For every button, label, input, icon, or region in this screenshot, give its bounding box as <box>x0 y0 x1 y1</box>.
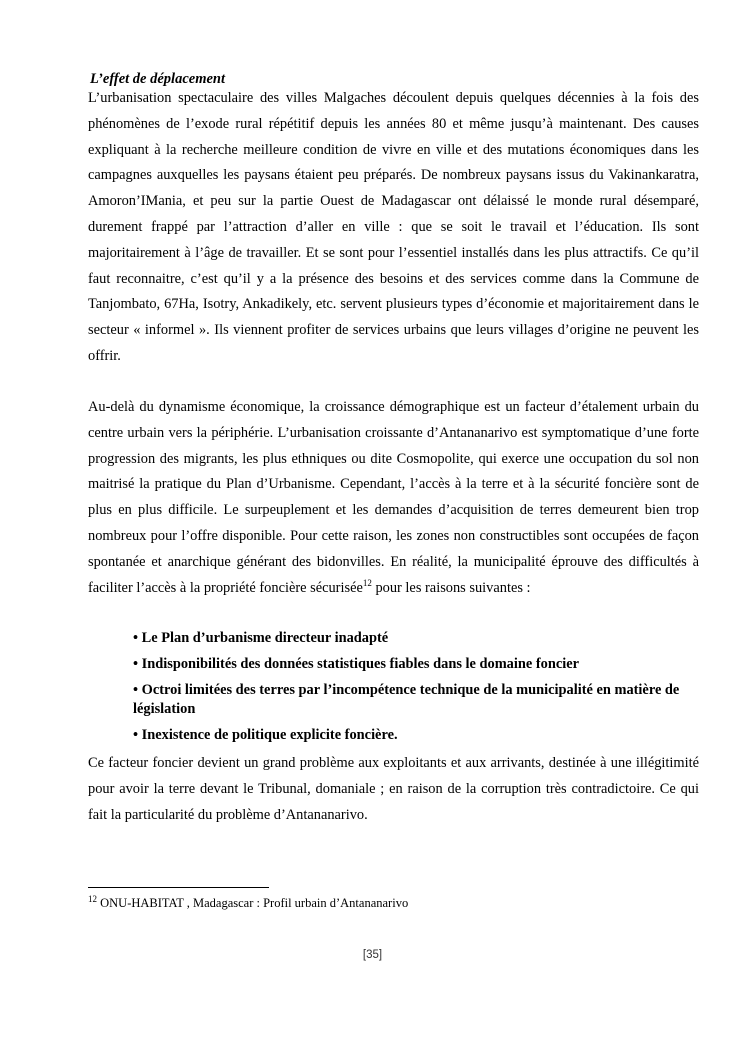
paragraph-exode-rural: L’urbanisation spectaculaire des villes Malgaches découlent depuis quelques décennies à la fois des phénomènes de l’exode rural répétitif depuis les années 80 et même jusqu’à maintenant. Des causes expliquant à la recherche meilleure condition de vivre en ville et des mutations économiques dans les campagnes auxquelles les paysans étaient peu préparés. De nombreux paysans issus du Vakinankaratra, Amoron’IMania, et peu sur la partie Ouest de Madagascar ont délaissé le monde rural désemparé, durement frappé par l’attraction d’aller en ville : que se soit le travail et l’éducation. Ils sont majoritairement à l’âge de travailler. Et se sont pour l’essentiel installés dans les plus attractifs. Ce qu’il faut reconnaitre, c’est qu’il y a la présence des besoins et des services comme dans la Commune de Tanjombato, 67Ha, Isotry, Ankadikely, etc. servent plusieurs types d’économie et majoritairement dans le secteur « informel ». Ils viennent profiter de services urbains que leurs villages d’origine ne peuvent les offrir. <box>88 90 699 364</box>
footnote-text: ONU-HABITAT , Madagascar : Profil urbain d’Antananarivo <box>97 896 409 910</box>
list-item: • Octroi limitées des terres par l’incompétence technique de la municipalité en matière de législation <box>133 682 680 717</box>
list-item: • Indisponibilités des données statistiques fiables dans le domaine foncier <box>133 656 580 672</box>
list-item: • Inexistence de politique explicite foncière. <box>133 727 398 743</box>
paragraph-2-text: Au-delà du dynamisme économique, la croissance démographique est un facteur d’étalement urbain du centre urbain vers la périphérie. L’urbanisation croissante d’Antananarivo est symptomatique d’une forte progression des migrants, les plus ethniques ou dite Cosmopolite, qui exerce une occupation du sol non maitrisé la pratique du Plan d’Urbanisme. Cependant, l’accès à la terre et à la sécurité foncière sont de plus en plus difficile. Le surpeuplement et les demandes d’acquisition de terres demeurent bien trop nombreux pour l’offre disponible. Pour cette raison, les zones non constructibles sont occupées de façon spontanée et anarchique générant des bidonvilles. En réalité, la municipalité éprouve des difficultés à faciliter l’accès à la propriété foncière sécurisée <box>88 399 699 596</box>
paragraph-2-tail: pour les raisons suivantes : <box>371 579 531 596</box>
footnote-number: 12 <box>88 893 97 904</box>
page-number: [35] <box>362 949 383 961</box>
reasons-list <box>133 629 699 745</box>
footnote-reference[interactable]: 12 <box>362 577 372 588</box>
section-heading: L’effet de déplacement <box>90 71 226 87</box>
footnote <box>88 895 408 911</box>
paragraph-croissance-demographique <box>88 395 699 601</box>
list-item: • Le Plan d’urbanisme directeur inadapté <box>133 630 389 646</box>
paragraph-facteur-foncier: Ce facteur foncier devient un grand problème aux exploitants et aux arrivants, destinée à une illégitimité pour avoir la terre devant le Tribunal, domaniale ; en raison de la corruption très contradictoire. Ce qui fait la particularité du problème d’Antananarivo. <box>88 755 699 823</box>
footnote-separator <box>88 887 269 888</box>
